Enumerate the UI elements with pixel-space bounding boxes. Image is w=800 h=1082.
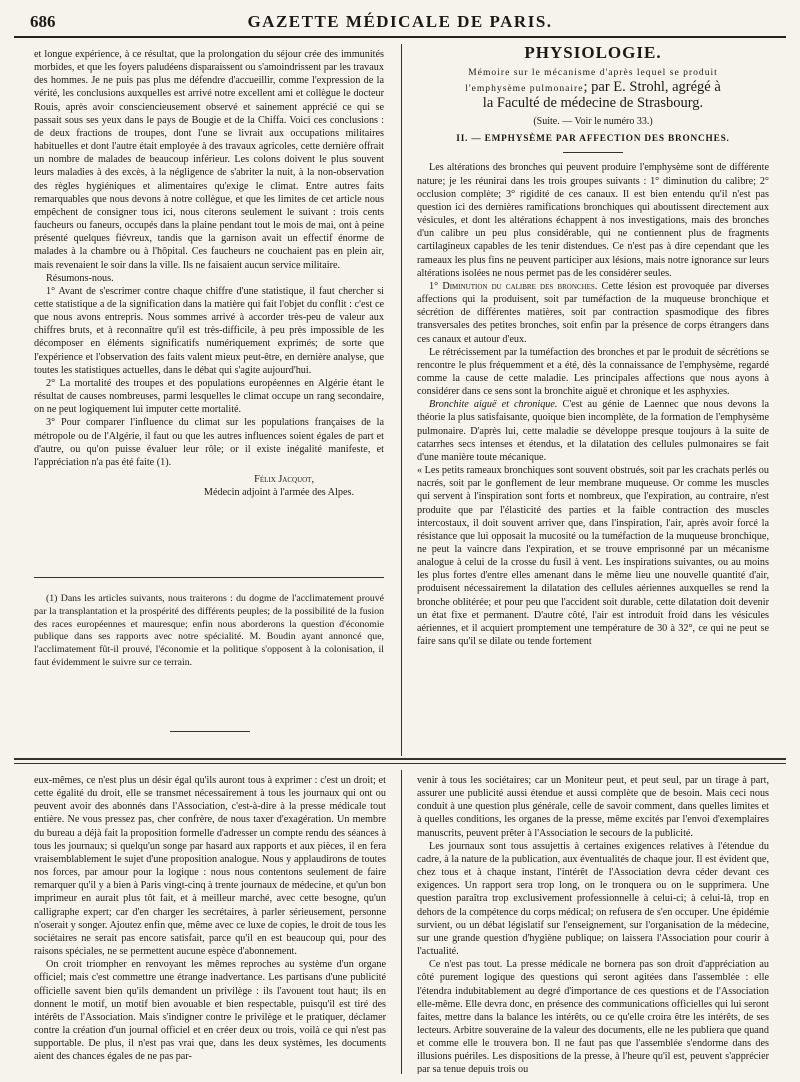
paragraph: 2° La mortalité des troupes et des populations européennes en Algérie étant le résultat de causes nombreuses, parmi lesquelles le climat occupe un rang secondaire, on ne peut logiquement lui imputer cette mortalité. [34,377,384,416]
section-title: PHYSIOLOGIE. [524,44,662,62]
footnote-text: (1) Dans les articles suivants, nous traiterons : du dogme de l'acclimatement prouvé par la transplantation et la prospérité des différents peuples; de la possibilité de la fusion des races européennes et mauresque; enfin nous aborderons la question d'économie publique dans ses rapports avec notre spécialité. M. Boudin ayant annoncé que, l'acclimatement fût-il prouvé, l'économie et la politique s'opposent à la colonisation, il faut évidemment le suivre sur ce terrain. [34,593,384,668]
paragraph: 3° Pour comparer l'influence du climat sur les populations françaises de la métropole ou de l'Algérie, il faut ou que les autres influences soient égales de part et d'autre, ou qu'on puisse évaluer leur rôle; or il existe inégalité manifeste, et l'appréciation n'a pas été faite (1). [34,417,384,468]
paragraph: Les journaux sont tous assujettis à certaines exigences relatives à l'étendue du cadre, à la nature de la publication, aux éventualités de chaque jour. Il est évident que, chez tous et à chaque instant, l'intérêt de l'Association devra céder devant ces exigences. Un rapport sera trop long, on le tronquera ou on le supprimera. Une question paraîtra trop exclusivement professionnelle à celui-ci; à celui-là, trop en dehors de la compétence du corps médical; on refusera de s'en occuper. Une épidémie survient, ou un débat législatif sur l'enseignement, sur l'organisation de la médecine, sur une grande question d'hygiène publique; on laissera l'Association pour courir à l'actualité. [417,840,769,958]
left-footnote [34,593,384,703]
masthead [14,10,786,38]
paragraph: Les altérations des bronches qui peuvent produire l'emphysème sont de différente nature; je les réunirai dans les trois groupes suivants : 1° diminution du calibre; 2° occlusion complète; 3° rigidité de ces canaux. Il est bien entendu qu'il n'est pas question ici des dernières ramifications bronchiques qui aboutissent directement aux vésicules, et dont les altérations échappent à nos investigations, mais des bronches d'un calibre un peu plus considérable, qui ne contiennent plus de fragments cartilagineux capables de les tenir distendues. Ce n'est pas à dire cependant que les rameaux les plus fins ne peuvent participer aux lésions, mais notre ignorance sur leurs altérations isolées ne nous permet pas de les considérer seules. [417,162,769,279]
left-column [34,48,384,572]
signature-name: Félix Jacquot, [254,474,314,485]
quote-text: « Les petits rameaux bronchiques sont souvent obstrués, soit par les crachats perlés ou nacrés, soit par le gonflement de leur membrane muqueuse. Or comme les muscles qui servent à l'inspiration sont forts et nombreux, que l'expiration, au contraire, n'est produite que par l'élasticité des parties et la faible contraction des muscles intercostaux, il doit souvent arriver que, dans l'inspiration, l'air, après avoir forcé la résistance que lui opposait la mucosité ou la tuméfaction de la muqueuse bronchique, ne peut la vaincre dans l'expiration, et se trouve emprisonné par un mécanisme analogue à celui de la crosse du fusil à vent. Les inspirations suivantes, ou au moins les plus fortes d'entre elles amenant dans le même lieu une nouvelle quantité d'air, produisent nécessairement la dilatation des cellules aériennes auxquelles se rend la bronche oblitérée; et pour peu que l'accident soit durable, cette dilatation doit devenir un état fixe et permanent. D'autre côté, l'air est introduit froid dans les vésicules aériennes, et il acquiert promptement une température de 30 à 32°, ce qui ne peut se faire sans qu'il se dilate ou tende fortement [417,465,769,648]
paragraph: eux-mêmes, ce n'est plus un désir égal qu'ils auront tous à exprimer : c'est un droit; et cette égalité du droit, elle se transmet nécessairement à tous les journaux qui ont ou peuvent avoir des abonnés dans l'Association, c'est-à-dire à la presse médicale tout entière. Ne vous pressez pas, cher confrère, de nous taxer d'exagération. Un membre du bureau a déjà fait la proposition formelle d'adresser un compte rendu des séances à tous les journaux; si quelqu'un songe par hasard aux rapports et aux pièces, il en fera vraisemblablement le sujet d'une proposition analogue. Nous y applaudirons de toutes nos forces, par amour pour la logique : nous nous contentons seulement de faire remarquer qu'il y a bien à Paris vingt-cinq à trente journaux de médecine, et qu'un bon imprimeur en aurait plus tôt fait, et à meilleur marché, avec cette besogne, qu'un calligraphe expert; car d'en charger les secrétaires, à parler sérieusement, personne n'oserait y songer. Ajoutez enfin que, même avec ce luxe de copies, le droit de tous les sociétaires ne serait pas encore satisfait, parce qu'il en est beaucoup qui, pour des raisons spéciales, ne se permettent aucune espèce d'abonnement. [34,775,386,958]
right-column [417,44,769,754]
signature-role: Médecin adjoint à l'armée des Alpes. [203,487,354,499]
footnote-divider [34,577,384,578]
subsection-rule [563,152,623,153]
paragraph: Bronchite aiguë et chronique. C'est au génie de Laennec que nous devons la théorie la plus satisfaisante, quoique bien incomplète, de la formation de l'emphysème pulmonaire. D'après lui, cette maladie se développe presque toujours à la suite de catarrhes secs intenses et étendus, et la dilatation des cellules pulmonaires se fait d'une manière toute mécanique. [417,399,769,463]
paragraph: Le rétrécissement par la tuméfaction des bronches et par le produit de sécrétions se rencontre le plus fréquemment et a été, dès la connaissance de l'emphysème, regardé comme la cause de cette maladie. Les principales affections que nous ayons à considérer dans ce sens sont la bronchite aiguë et chronique et les asphyxies. [417,346,769,398]
column-divider [401,44,402,756]
subsection-title: II. — EMPHYSÈME PAR AFFECTION DES BRONCHES. [456,134,730,145]
paragraph: Ce n'est pas tout. La presse médicale ne bornera pas son droit d'appréciation au côté purement logique des questions qui seront agitées dans l'assemblée : elle l'étendra indubitablement au degré d'importance de ces questions et de l'Association elle-même. Elle devra donc, en présence des communications officielles qui lui seront faites, mettre dans la balance les intérêts, ou ce qu'elle croira être les intérêts, de ses lecteurs. Arbitre souveraine de la valeur des documents, elle ne les publiera que quand et comme elle le trouvera bon. Il ne faut pas que l'assemblée s'endorme dans des illusions puériles. Les dispositions de la presse, à l'heure qu'il est, peuvent s'apprécier par sa tenue depuis trois ou [417,959,769,1074]
paragraph: et longue expérience, à ce résultat, que la prolongation du séjour crée des immunités morbides, et que les foyers paludéens disparaissent ou s'amoindrissent par les travaux des hommes. Je ne puis pas plus me défendre d'accueillir, comme l'expression de la vérité, les conclusions auxquelles est arrivé notre excellent ami et collègue le docteur Rouis, après avoir consciencieusement observé et sainement apprécié ce qui se passait sous ses yeux dans le pays de Bougie et de la Chiffa. Voici ces conclusions : de deux fractions de troupes, dont l'une se livrait aux occupations militaires habituelles et dont l'autre était employée à des travaux agricoles, cette dernière offrait un nombre de malades de beaucoup inférieur. Les colons doivent le plus souvent leurs maladies à des excès, à la négligence de s'abriter la nuit, à la non-observation des règles hygiéniques et alimentaires qu'exige le climat. Entre autres faits remarquables que nous devons à notre collègue, et que les limites de cet article nous empêchent de consigner tous ici, nous citerons seulement le suivant : trois cents faucheurs ou faneurs, occupés dans la plaine pendant tout le mois de mai, ont à peine présenté quelques fiévreux, tandis que la garnison avait un effectif énorme de malades à la chambre ou à l'hôpital. Ces faucheurs ne couchaient pas en plein air, mais revenaient le soir dans la ville. Ils ne faisaient aucun service militaire. [34,49,384,271]
continuation-note: (Suite. — Voir le numéro 33.) [533,116,653,128]
bottom-right-column [417,774,769,1074]
feuilleton-divider-top [14,758,786,760]
feuilleton-divider-bottom [14,763,786,764]
laennec-quote [417,464,769,648]
paragraph: On croit triompher en renvoyant les mêmes reproches au système d'un organe officiel; mais c'est commettre une étrange inadvertance. Les partisans d'une publicité officielle savent bien qu'ils demandent un privilège : ils l'avouent tout haut; ils en donnent le motif, un motif bien avouable et bien respectable, puisqu'il est tiré des intérêts de l'Association. Mais s'indigner contre le privilège et le pratiquer, déclamer contre la création d'un journal officiel et en créer deux ou trois, voilà ce qui n'est pas supportable. De plus, il n'est pas vrai que, dans les deux systèmes, les documents aient des chances égales de ne pas par- [34,959,386,1063]
short-divider [170,731,250,732]
paragraph: venir à tous les sociétaires; car un Moniteur peut, et peut seul, par un tirage à part, assurer une publicité aussi étendue et aussi complète que de besoin. Mais ceci nous conduit à une question plus générale, celle de savoir comment, dans quelles limites et à quelles conditions, les organes de la presse, même excités par l'envoi d'exemplaires manuscrits, peuvent prêter à l'Association le secours de la publicité. [417,775,769,839]
journal-title: GAZETTE MÉDICALE DE PARIS. [247,12,553,31]
paragraph: 1° Diminution du calibre des bronches. Cette lésion est provoquée par diverses affections qui la produisent, soit par tuméfaction de la muqueuse bronchique et sécrétion de différentes matières, soit par contraction spasmodique des fibres transversales des petites bronches, soit enfin par la présence de corps étrangers dans ces canaux et autour d'eux. [417,280,769,345]
paragraph: Résumons-nous. [46,272,114,284]
bottom-column-divider [401,770,402,1074]
signature [34,473,384,499]
paragraph: 1° Avant de s'escrimer contre chaque chiffre d'une statistique, il faut chercher si cette statistique a de la signification dans la matière qui fait l'objet du conflit : c'est ce que nous avons entrepris. Nous sommes arrivé à accorder très-peu de valeur aux chiffres bruts, et à reconnaître qu'il est très-difficile, à peu près impossible de les décomposer en éléments significatifs numériquement exprimés; de sorte que l'expérience et l'observation des faits valent mieux peut-être, en dernière analyse, que toutes les statistiques actuelles, dans le débat qui s'agite aujourd'hui. [34,285,384,376]
page-number: 686 [30,12,56,31]
memoir-title: Mémoire sur le mécanisme d'après lequel se produit l'emphysème pulmonaire; par E. Strohl, agrégé à la Faculté de médecine de Strasbourg. [465,67,721,112]
bottom-left-column [34,774,386,1074]
